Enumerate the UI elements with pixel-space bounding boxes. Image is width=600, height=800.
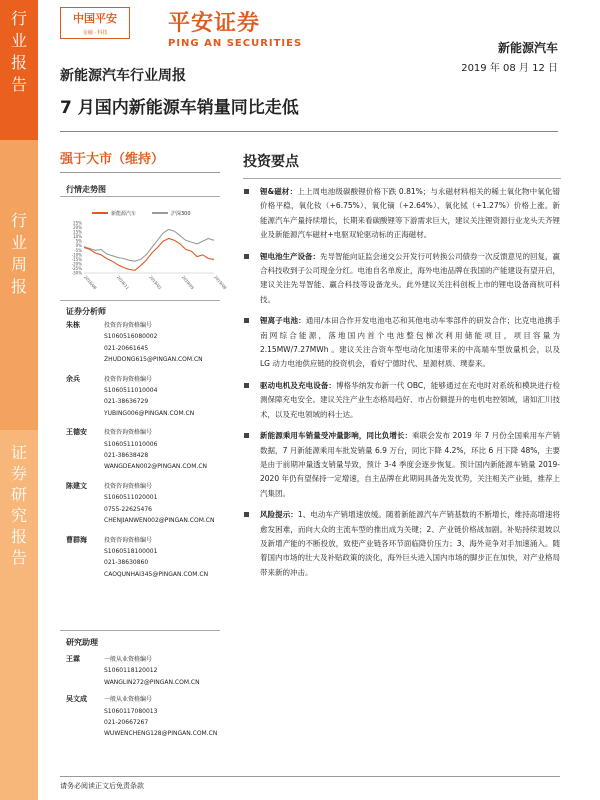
sidebar-char: 行 bbox=[10, 9, 27, 28]
analyst-list bbox=[66, 320, 226, 580]
investment-point bbox=[244, 508, 560, 580]
assistant-entry bbox=[66, 654, 226, 688]
divider bbox=[60, 630, 220, 631]
analyst-entry bbox=[66, 427, 226, 473]
divider bbox=[60, 131, 558, 132]
divider bbox=[60, 172, 220, 173]
analyst-entry bbox=[66, 481, 226, 527]
point-label: 风险提示： bbox=[260, 510, 298, 520]
analyst-section-title: 证券分析师 bbox=[66, 307, 106, 316]
sidebar-char: 券 bbox=[10, 464, 27, 483]
y-tick-label: 20% bbox=[73, 225, 82, 231]
investment-point bbox=[244, 250, 560, 308]
analyst-line: S1060511010004 bbox=[104, 387, 158, 395]
investment-point bbox=[244, 429, 560, 501]
investment-point bbox=[244, 314, 560, 372]
x-tick-label: 2019/02 bbox=[148, 274, 163, 291]
investment-point bbox=[244, 185, 560, 243]
analyst-email: WANGDEAN002@PINGAN.COM.CN bbox=[104, 463, 208, 471]
analyst-email: ZHUDONG615@PINGAN.COM.CN bbox=[104, 356, 203, 364]
market-trend-chart bbox=[62, 205, 228, 300]
assistant-entry bbox=[66, 694, 226, 740]
analyst-entry bbox=[66, 374, 226, 420]
report-type: 新能源汽车行业周报 bbox=[60, 68, 186, 84]
sidebar-char: 告 bbox=[10, 548, 27, 567]
assistant-line: S1060117080013 bbox=[104, 707, 158, 715]
legend-label: 沪深300 bbox=[171, 211, 191, 217]
legend-label: 新能源汽车 bbox=[111, 211, 137, 217]
assistant-name: 吴文成 bbox=[66, 695, 87, 704]
y-tick-label: -5% bbox=[74, 247, 82, 253]
divider bbox=[243, 178, 561, 179]
point-text: 1、电动车产销增速放缓。随着新能源汽车产销基数的不断增长，维持高增速将愈发困难，而向大众的主流车型的推出成为关键；2、产业链价格战加剧。补贴持续退坡以及新增产能的不断投放，致使产业链各环节面临降价压力；3、海外竞争对手加速涌入。随着国内市场的壮大及补贴政策的淡化，海外巨头进入国内市场的脚步正在加快，对产业格局带来新的冲击。 bbox=[260, 510, 560, 577]
assistant-list bbox=[66, 654, 226, 740]
bullet-icon bbox=[244, 433, 249, 438]
analyst-name: 王德安 bbox=[66, 428, 87, 437]
point-text: 先导智能向证监会递交公开发行可转换公司债券一次反馈意见的回复，赢合科技收到子公司现金分红。电池自名单废止，海外电池品牌在我国的产能建设有望开启，建议关注先导智能、赢合科技等设备龙头。此外建议关注科创板上市的锂电设备商杭可科技。 bbox=[260, 251, 560, 304]
left-sidebar bbox=[0, 0, 38, 800]
sidebar-block-weekly bbox=[0, 140, 38, 430]
y-tick-label: -10% bbox=[71, 252, 82, 258]
sidebar-char: 周 bbox=[10, 255, 27, 274]
rating-label: 强于大市（维持） bbox=[60, 152, 165, 167]
analyst-name: 陈建文 bbox=[66, 481, 87, 490]
analyst-line: 投资咨询资格编号 bbox=[104, 482, 153, 490]
bullet-icon bbox=[244, 189, 249, 194]
analyst-line: 021-38636729 bbox=[104, 398, 149, 406]
y-tick-label: -25% bbox=[71, 265, 82, 271]
y-tick-label: 5% bbox=[75, 238, 82, 244]
sidebar-char: 告 bbox=[10, 75, 27, 94]
point-label: 锂&磁材： bbox=[260, 187, 298, 196]
sidebar-char: 业 bbox=[10, 233, 27, 252]
bullet-icon bbox=[244, 512, 249, 517]
analyst-name: 余兵 bbox=[66, 374, 80, 383]
assistant-line: 一般从业资格编号 bbox=[104, 696, 153, 704]
analyst-line: S1060511020001 bbox=[104, 494, 158, 502]
y-tick-label: -30% bbox=[71, 270, 82, 276]
analyst-line: 021-20661645 bbox=[104, 344, 149, 352]
point-label: 新能源乘用车销量受冲量影响，同比负增长： bbox=[260, 431, 413, 441]
bullet-icon bbox=[244, 254, 249, 259]
bullet-icon bbox=[244, 383, 249, 388]
divider bbox=[60, 300, 220, 301]
analyst-line: S1060516080002 bbox=[104, 333, 158, 341]
x-tick-label: 2019/08 bbox=[213, 274, 228, 291]
assistant-line: S1060118120012 bbox=[104, 667, 158, 675]
analyst-name: 曹群海 bbox=[66, 535, 87, 544]
sidebar-char: 行 bbox=[10, 211, 27, 230]
brand-name-en: PING AN SECURITIES bbox=[168, 38, 303, 49]
industry-tag: 新能源汽车 bbox=[497, 41, 558, 55]
point-text: 博格华纳发布新一代 OBC，能够通过在充电时对系统和模块进行检测保障充电安全。建议关注产业生态格局趋好、市占份额提升的电机电控领域，诸如汇川技术，以及充电领域的科士达。 bbox=[260, 380, 560, 419]
y-tick-label: 15% bbox=[73, 229, 82, 235]
point-label: 锂离子电池： bbox=[260, 316, 306, 326]
x-tick-label: 2018/11 bbox=[115, 274, 131, 291]
y-tick-label: -20% bbox=[71, 261, 82, 267]
divider bbox=[60, 776, 560, 777]
analyst-line: 021-38638428 bbox=[104, 452, 149, 460]
sidebar-char: 报 bbox=[10, 527, 27, 546]
investment-points bbox=[244, 185, 560, 587]
analyst-name: 朱栋 bbox=[66, 321, 80, 329]
assistant-email: WUWENCHENG128@PINGAN.COM.CN bbox=[104, 730, 218, 738]
analyst-line: 投资咨询资格编号 bbox=[104, 536, 153, 544]
point-text: 上上周电池级碳酸锂价格下跌 0.81%；与永磁材料相关的稀土氧化物中氧化镨价格平稳，氧化钕（+6.75%）、氧化镝（+2.64%）、氧化铽（+1.27%）价格上涨。新能源汽车产量持续增长，长期来看碳酸锂等下游需求巨大，建议关注锂资源行业龙头天齐锂业及新能源汽车磁材+电驱双轮驱动标的正海磁材。 bbox=[260, 187, 560, 240]
analyst-email: CAOQUNHAI345@PINGAN.COM.CN bbox=[104, 570, 209, 578]
report-date: 2019 年 08 月 12 日 bbox=[461, 63, 558, 74]
logo-text: 中国平安 bbox=[73, 12, 117, 25]
assistant-section-title: 研究助理 bbox=[66, 638, 98, 647]
analyst-line: 投资咨询资格编号 bbox=[104, 429, 153, 437]
page-title: 7 月国内新能源车销量同比走低 bbox=[60, 98, 299, 118]
sidebar-block-industry-report bbox=[0, 0, 38, 140]
sidebar-char: 报 bbox=[10, 277, 27, 296]
footer-disclaimer: 请务必阅读正文后免责条款 bbox=[60, 782, 144, 790]
analyst-email: YUBING006@PINGAN.COM.CN bbox=[104, 409, 195, 417]
analyst-line: S1060511010006 bbox=[104, 440, 158, 448]
sidebar-char: 报 bbox=[10, 53, 27, 72]
ping-an-logo bbox=[60, 7, 130, 39]
assistant-line: 一般从业资格编号 bbox=[104, 656, 153, 663]
sidebar-char: 业 bbox=[10, 31, 27, 50]
assistant-line: 021-20667267 bbox=[104, 719, 149, 727]
analyst-line: 021-38630860 bbox=[104, 559, 149, 567]
sidebar-block-research bbox=[0, 430, 38, 800]
point-text: 乘联会发布 2019 年 7 月份全国乘用车产销数据，7 月新能源乘用车批发销量 6.9 万台，同比下降 4.2%，环比 6 月下降 48%，主要是由于前期冲量透支销量导致，预计 3-4 季度会逐步恢复。预计国内新能源车销量 2019-2020 年仍有望保持一定增速，自主品牌在此期间具备先发优势，关注相关产业链，推荐上汽集团。 bbox=[260, 431, 560, 498]
brand-name-cn: 平安证券 bbox=[168, 11, 261, 36]
y-tick-label: 0% bbox=[75, 243, 82, 249]
analyst-line: 投资咨询资格编号 bbox=[104, 375, 153, 383]
analyst-entry bbox=[66, 320, 226, 366]
assistant-email: WANGLIN272@PINGAN.COM.CN bbox=[104, 678, 200, 686]
investment-highlights-title: 投资要点 bbox=[243, 154, 299, 170]
x-tick-label: 2019/05 bbox=[180, 274, 196, 291]
chart-section-title: 行情走势图 bbox=[66, 185, 106, 194]
y-tick-label: -15% bbox=[71, 256, 82, 262]
sidebar-char: 证 bbox=[10, 443, 27, 462]
brand-logo bbox=[168, 6, 302, 49]
sidebar-char: 究 bbox=[10, 506, 27, 525]
sidebar-char: 研 bbox=[10, 485, 27, 504]
analyst-entry bbox=[66, 535, 226, 581]
divider bbox=[60, 196, 220, 197]
analyst-email: CHENJIANWEN002@PINGAN.COM.CN bbox=[104, 517, 215, 525]
point-label: 锂电池生产设备： bbox=[260, 251, 320, 261]
chart-svg bbox=[62, 205, 228, 300]
x-tick-label: 2018/08 bbox=[83, 274, 98, 291]
investment-point bbox=[244, 379, 560, 422]
y-tick-label: 25% bbox=[73, 220, 82, 226]
y-tick-label: 10% bbox=[73, 234, 82, 240]
logo-subtext: 金融 · 科技 bbox=[82, 30, 108, 36]
bullet-icon bbox=[244, 318, 249, 323]
point-text: 通用/本田合作开发电池电芯和其他电动车零部件的研发合作；比克电池携手南网综合能源，落地国内首个电池整包梯次利用储能项目，项目容量为 2.15MW/7.27MWh 。建议关注合资车型电动化加速带来的中高端车型放量机会，以及 LG 动力电池供应链的投资机会，看好宁德时代、星源材质、璞泰来。 bbox=[260, 316, 560, 369]
assistant-name: 王霖 bbox=[66, 655, 80, 663]
analyst-line: S1060518100001 bbox=[104, 547, 158, 555]
analyst-line: 0755-22625476 bbox=[104, 505, 152, 513]
analyst-line: 投资咨询资格编号 bbox=[104, 322, 153, 329]
point-label: 驱动电机及充电设备： bbox=[260, 380, 337, 390]
